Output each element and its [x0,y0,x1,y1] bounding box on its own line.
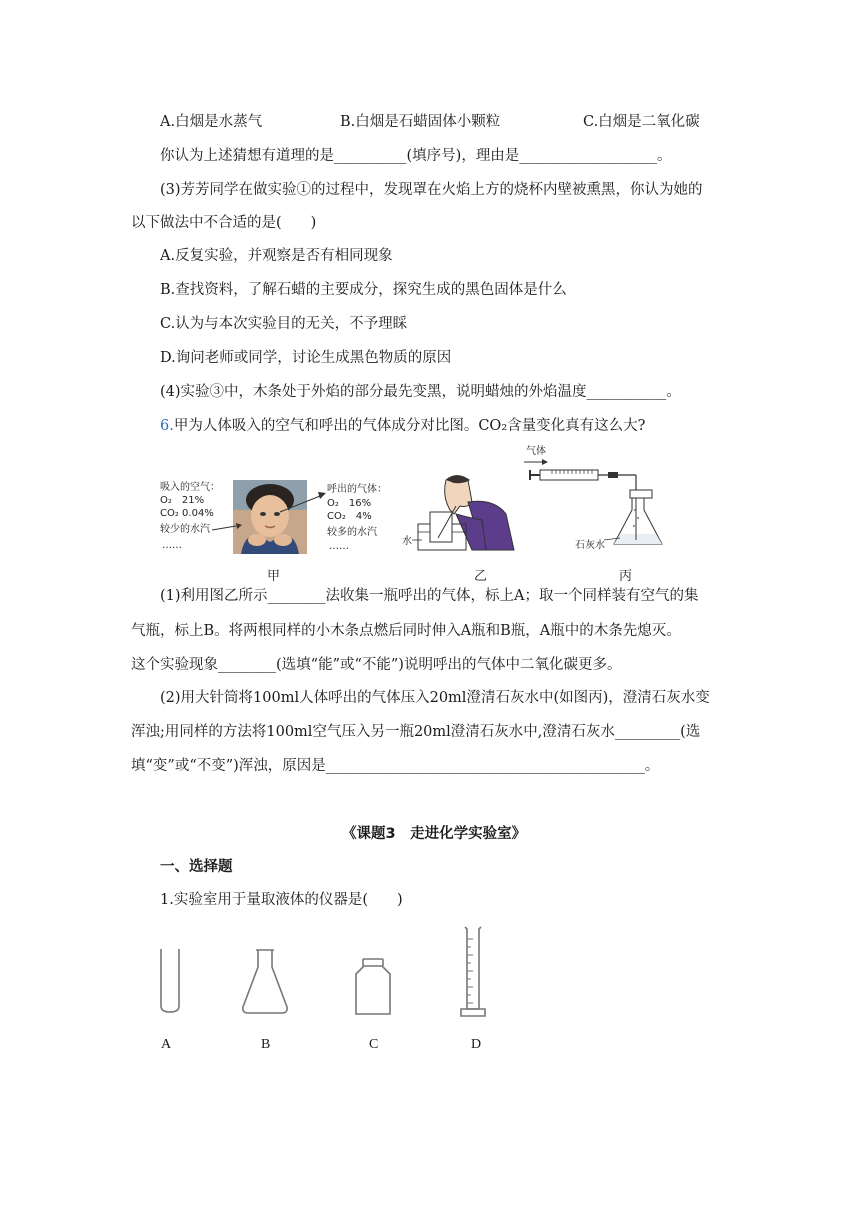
instrument-label-a: A [161,1037,172,1052]
wide-mouth-bottle-image [353,958,393,1016]
graduated-cylinder-image [458,925,488,1020]
exhaled-water: 较多的水汽 [327,527,377,538]
part3-stem-line2: 以下做法中不合适的是( ) [131,215,317,231]
q6-part2-line1: (2)用大针筒将100ml人体呼出的气体压入20ml澄清石灰水中(如图丙)，澄清石灰水变 [160,690,710,706]
inhaled-title: 吸入的空气： [160,482,220,493]
inhaled-co2: CO₂ 0.04% [160,508,214,519]
water-collection-apparatus [398,474,522,556]
inhaled-o2: O₂ 21% [160,495,205,506]
option-c: C.白烟是二氧化碳 [583,114,700,130]
lesson-title: 《课题3 走进化学实验室》 [342,826,527,842]
caption-jia: 甲 [267,569,281,584]
instrument-label-c: C [369,1037,379,1052]
exhaled-title: 呼出的气体： [327,484,387,495]
conical-flask-image [240,949,290,1015]
test-tube-image [158,948,182,1014]
inhaled-more: …… [162,540,182,551]
arrow-icon [280,490,326,516]
instrument-label-d: D [471,1037,482,1052]
water-label: 水 [402,536,412,547]
arrow-icon [212,520,242,540]
question-number: 6. [160,418,174,434]
q6-part2-line2: 浑浊;用同样的方法将100ml空气压入另一瓶20ml澄清石灰水中,澄清石灰水_________(选 [131,724,701,740]
guess-question: 你认为上述猜想有道理的是__________(填序号)，理由是___________________。 [160,148,672,164]
exhaled-co2: CO₂ 4% [327,511,372,522]
gas-label: 气体 [526,446,546,457]
question-6-text: 甲为人体吸入的空气和呼出的气体成分对比图。CO₂含量变化真有这么大? [173,418,646,434]
part3-option-b: B.查找资料，了解石蜡的主要成分，探究生成的黑色固体是什么 [160,282,567,298]
section-heading: 一、选择题 [160,859,233,875]
q6-part1-line3: 这个实验现象________(选填“能”或“不能”)说明呼出的气体中二氧化碳更多。 [131,657,622,673]
q6-part2-line3: 填“变”或“不变”)浑浊，原因是____________________________________________。 [131,758,660,774]
option-a: A.白烟是水蒸气 [160,114,263,130]
limewater-label: 石灰水 [575,540,605,551]
caption-yi: 乙 [474,569,488,584]
question-1-stem: 1.实验室用于量取液体的仪器是( ) [160,892,403,908]
q6-part1-line1: (1)利用图乙所示________法收集一瓶呼出的气体，标上A；取一个同样装有空气的集 [160,588,699,604]
part3-stem-line1: (3)芳芳同学在做实验①的过程中，发现罩在火焰上方的烧杯内壁被熏黑，你认为她的 [160,182,703,198]
question-6-stem [160,416,645,436]
exhaled-more: …… [329,541,349,552]
part3-option-c: C.认为与本次实验目的无关，不予理睬 [160,316,408,332]
instrument-label-b: B [261,1037,271,1052]
caption-bing: 丙 [619,569,633,584]
inhaled-water: 较少的水汽 [160,524,210,535]
q6-part1-line2: 气瓶，标上B。将两根同样的小木条点燃后同时伸入A瓶和B瓶，A瓶中的木条先熄灭。 [131,623,681,639]
part4-question: (4)实验③中，木条处于外焰的部分最先变黑，说明蜡烛的外焰温度___________。 [160,384,681,400]
part3-option-d: D.询问老师或同学，讨论生成黑色物质的原因 [160,350,452,366]
option-b: B.白烟是石蜡固体小颗粒 [340,114,501,130]
exhaled-o2: O₂ 16% [327,498,372,509]
syringe-flask-apparatus [522,456,664,552]
part3-option-a: A.反复实验，并观察是否有相同现象 [160,248,393,264]
